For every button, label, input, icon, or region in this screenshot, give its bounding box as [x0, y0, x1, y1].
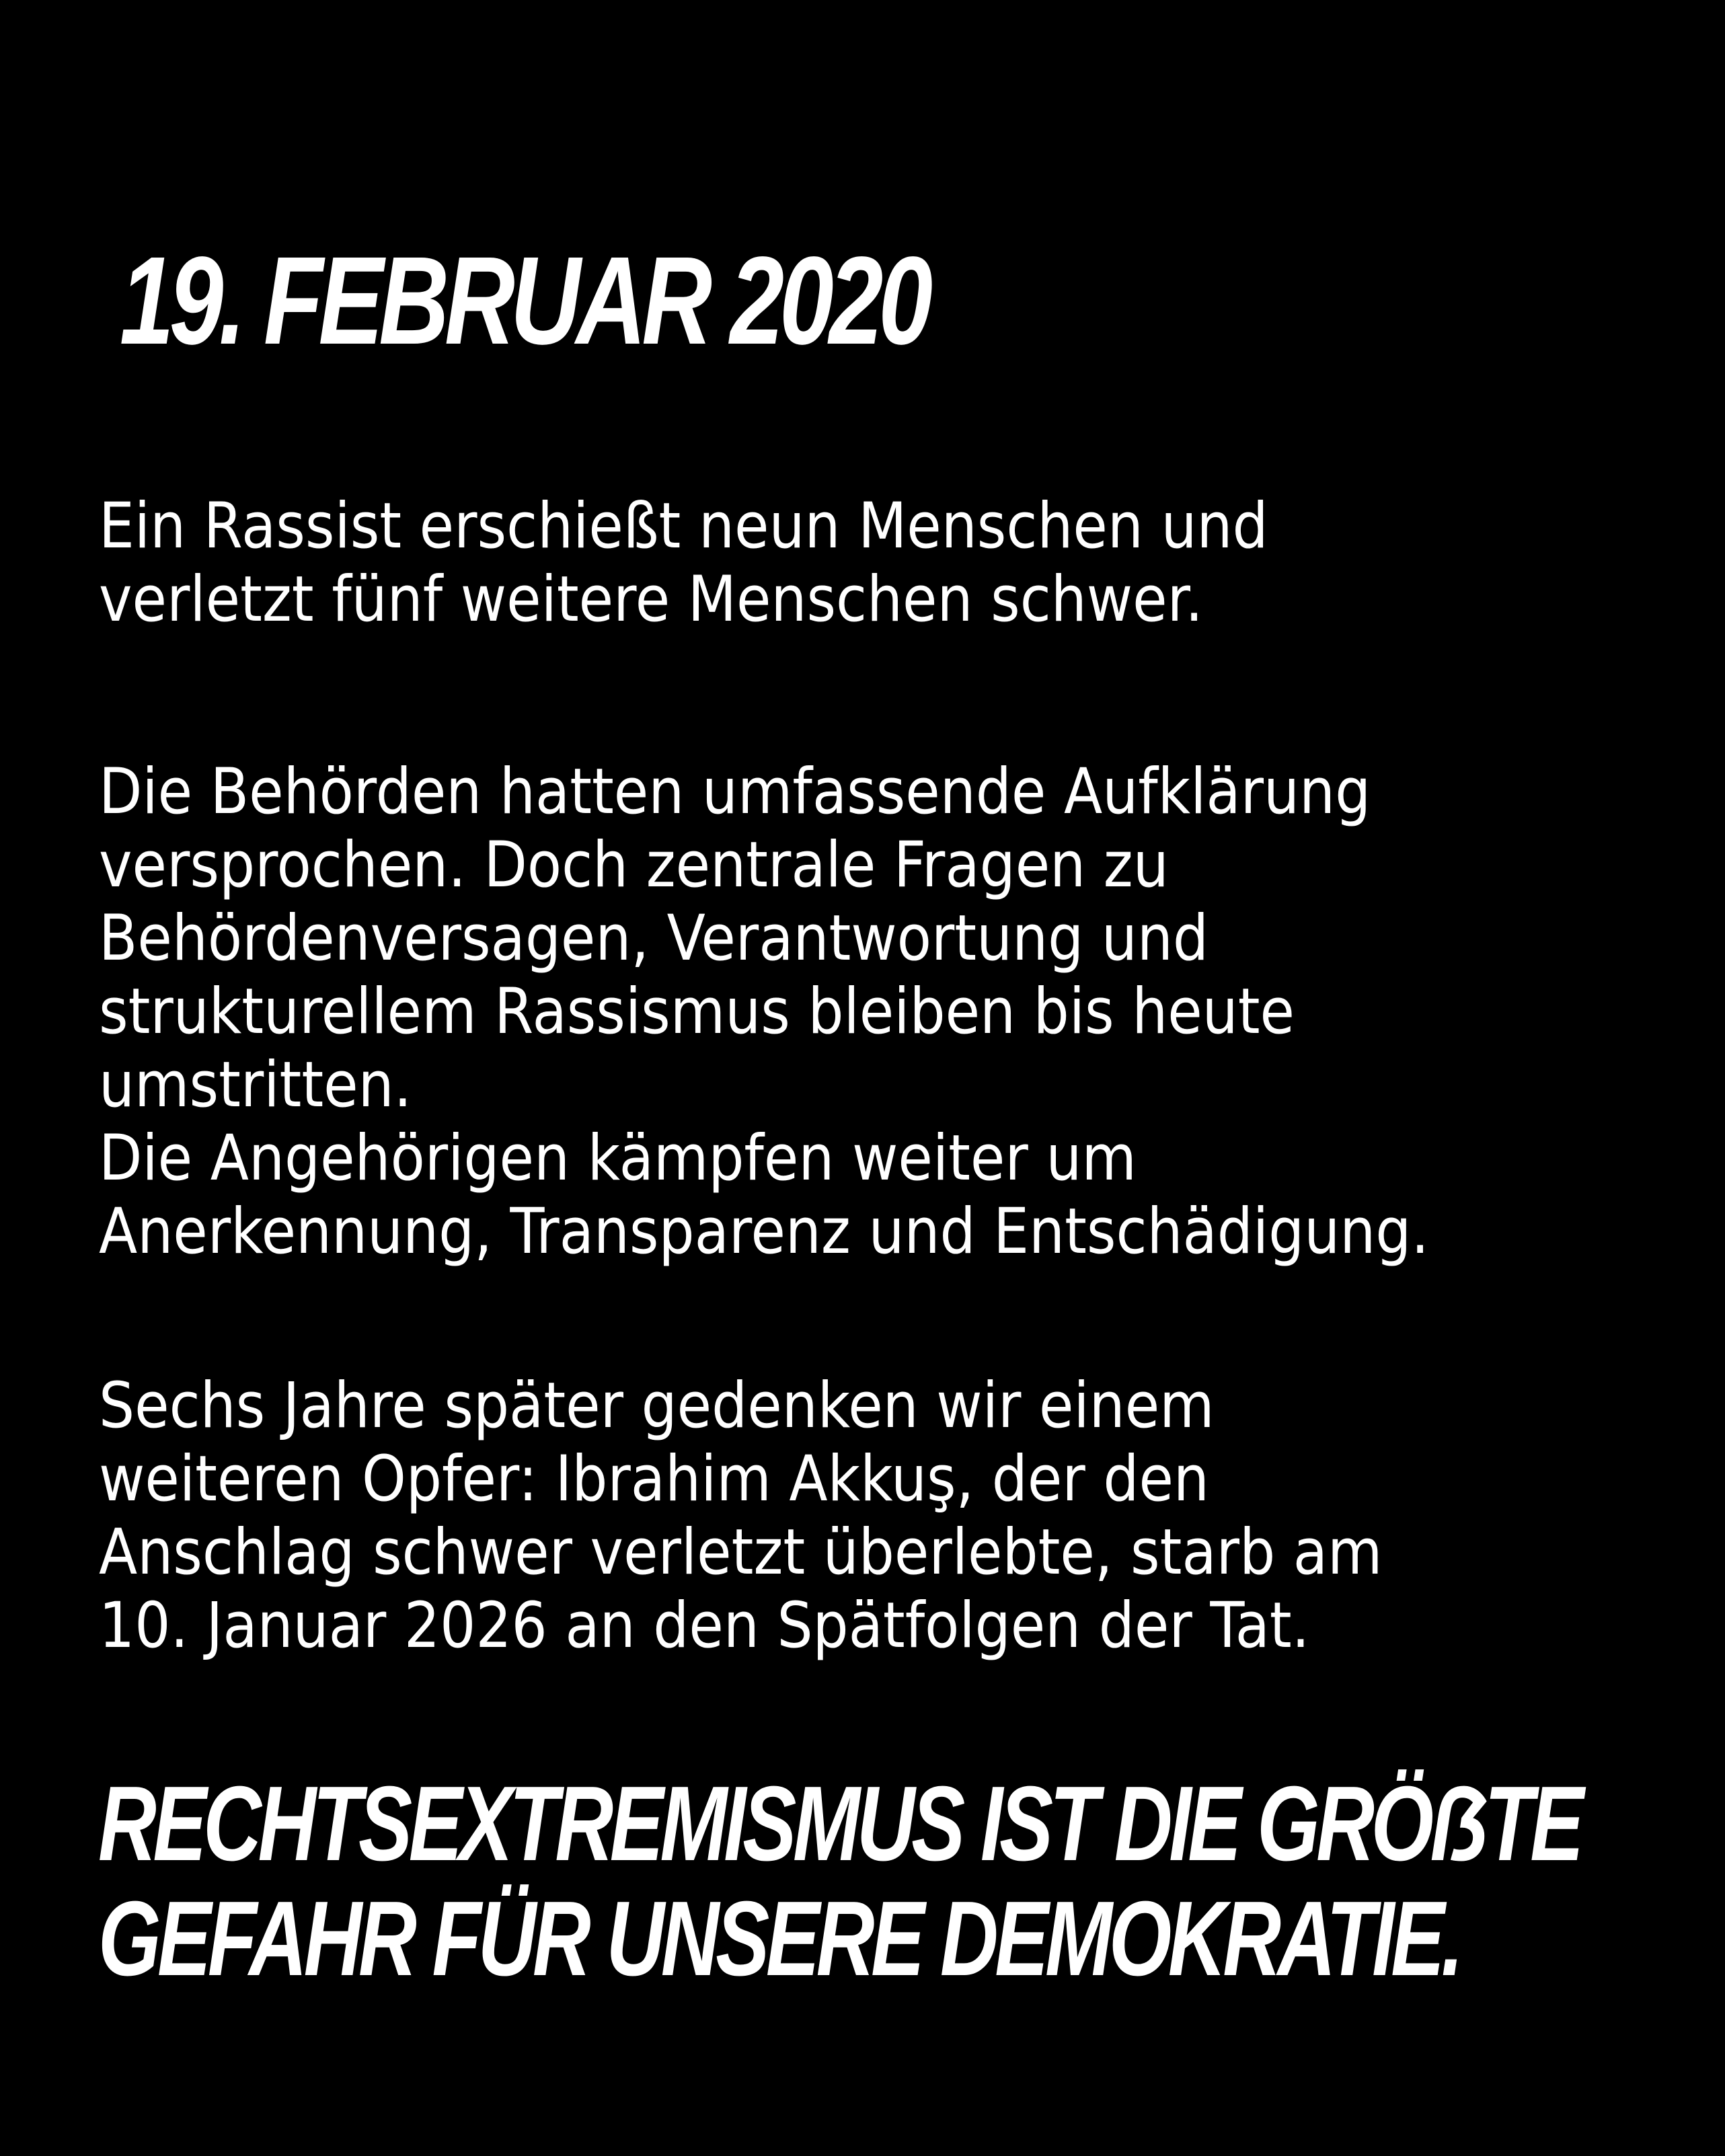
paragraph-line: strukturellem Rassismus bleiben bis heute — [99, 975, 1295, 1048]
paragraph-line: verletzt fünf weitere Menschen schwer. — [99, 563, 1203, 636]
paragraph-investigation — [99, 755, 1429, 1268]
paragraph-line: Anerkennung, Transparenz und Entschädigung. — [99, 1195, 1429, 1268]
paragraph-line: versprochen. Doch zentrale Fragen zu — [99, 829, 1169, 902]
paragraph-line: Die Angehörigen kämpfen weiter um — [99, 1122, 1137, 1195]
paragraph-line: Behördenversagen, Verantwortung und — [99, 902, 1209, 975]
closing-line: GEFAHR FÜR UNSERE DEMOKRATIE. — [98, 1880, 1461, 1998]
paragraph-line: Anschlag schwer verletzt überlebte, starb am — [99, 1516, 1383, 1589]
paragraph-line: umstritten. — [99, 1048, 412, 1122]
paragraph-line: 10. Januar 2026 an den Spätfolgen der Tat. — [99, 1589, 1310, 1662]
closing-statement — [98, 1767, 1580, 1997]
paragraph-line: weiteren Opfer: Ibrahim Akkuş, der den — [99, 1442, 1209, 1516]
paragraph-remembrance — [99, 1369, 1383, 1662]
paragraph-attack — [99, 490, 1268, 636]
paragraph-line: Ein Rassist erschießt neun Menschen und — [99, 490, 1268, 563]
date-headline: 19. FEBRUAR 2020 — [120, 231, 928, 371]
closing-line: RECHTSEXTREMISMUS IST DIE GRÖẞTE — [98, 1765, 1581, 1883]
paragraph-line: Die Behörden hatten umfassende Aufklärung — [99, 755, 1371, 829]
paragraph-line: Sechs Jahre später gedenken wir einem — [99, 1369, 1215, 1442]
